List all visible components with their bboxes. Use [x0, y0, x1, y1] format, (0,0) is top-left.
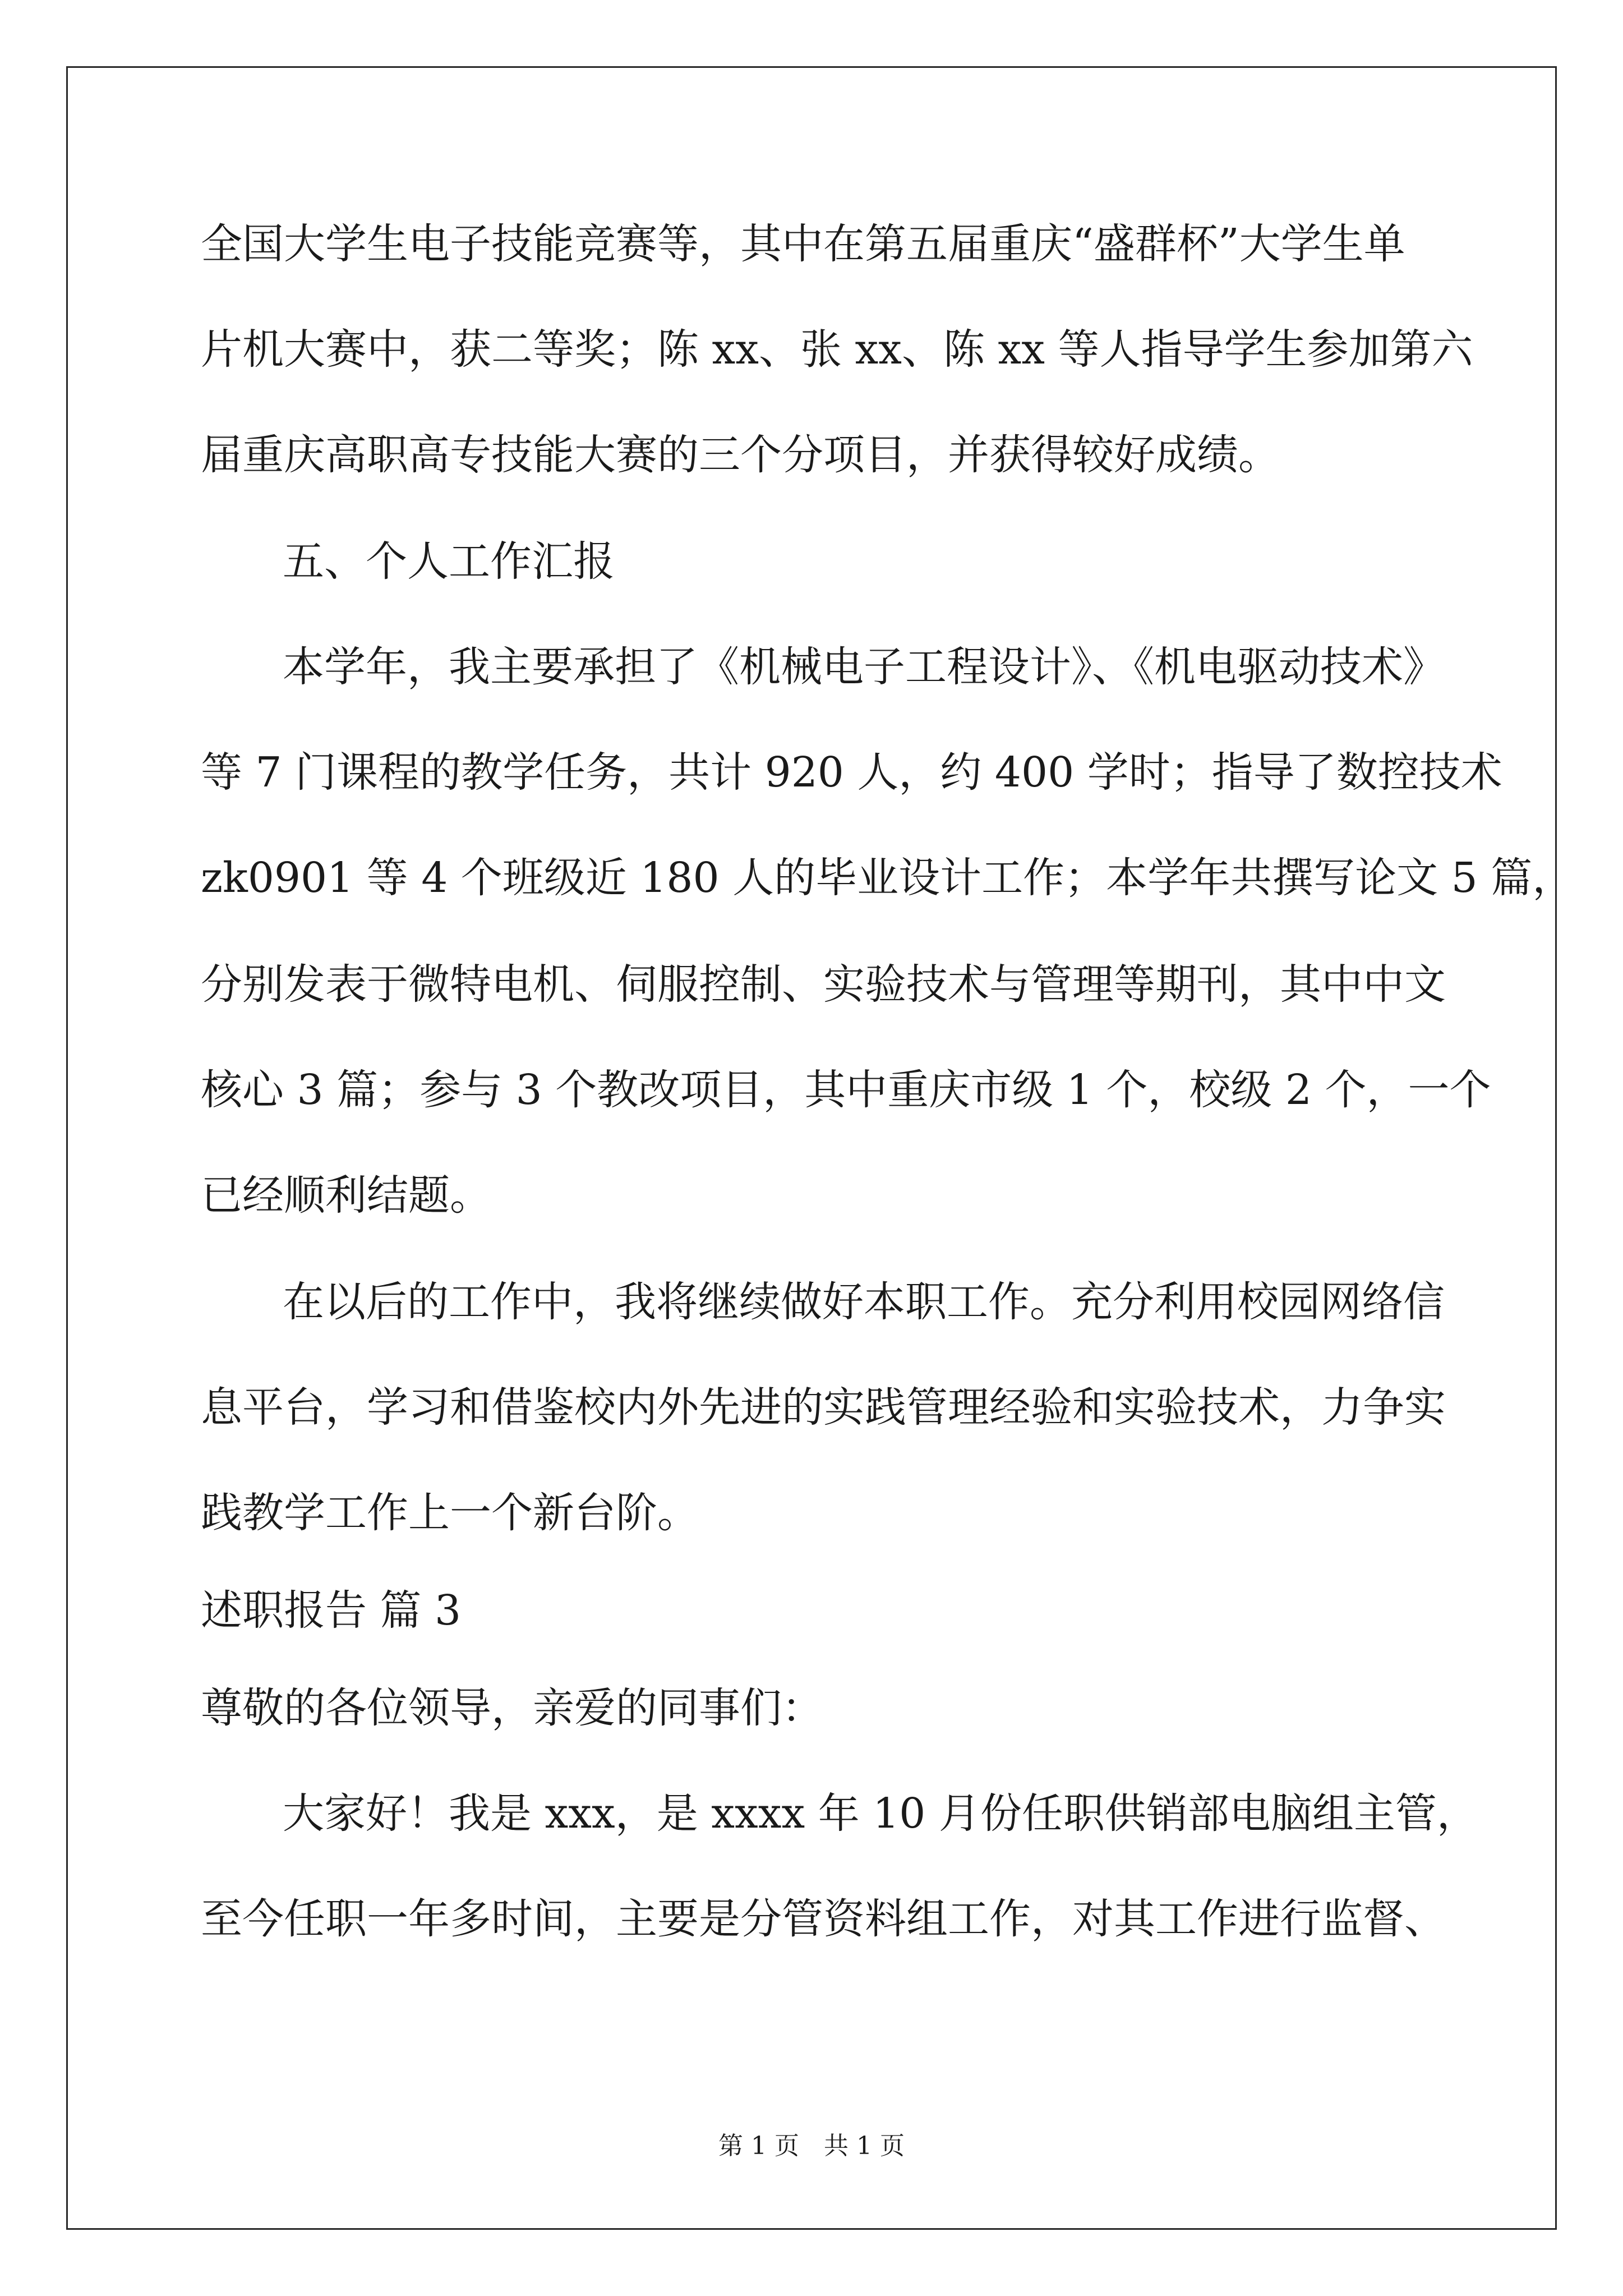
text-line: 全国大学生电子技能竞赛等，其中在第五届重庆“盛群杯”大学生单 [201, 220, 1405, 268]
text-line: 分别发表于微特电机、伺服控制、实验技术与管理等期刊，其中中文 [201, 960, 1446, 1009]
text-line: 大家好！我是 xxx，是 xxxx 年 10 月份任职供销部电脑组主管， [283, 1789, 1478, 1838]
text-line: 届重庆高职高专技能大赛的三个分项目，并获得较好成绩。 [201, 431, 1280, 479]
section-heading: 五、个人工作汇报 [283, 537, 615, 586]
text-line: 至今任职一年多时间，主要是分管资料组工作，对其工作进行监督、 [201, 1895, 1446, 1943]
text-line: 本学年，我主要承担了《机械电子工程设计》、《机电驱动技术》 [283, 643, 1445, 691]
page-footer: 第 1 页 共 1 页 [718, 2132, 905, 2160]
text-line: 践教学工作上一个新台阶。 [201, 1489, 699, 1537]
text-line: 在以后的工作中，我将继续做好本职工作。充分利用校园网络信 [283, 1278, 1445, 1326]
report-title: 述职报告 篇 3 [201, 1586, 462, 1635]
text-line: 片机大赛中，获二等奖；陈 xx、张 xx、陈 xx 等人指导学生参加第六 [201, 325, 1473, 374]
salutation: 尊敬的各位领导，亲爱的同事们： [201, 1684, 823, 1732]
text-line: zk0901 等 4 个班级近 180 人的毕业设计工作；本学年共撰写论文 5 篇， [201, 854, 1574, 902]
text-line: 等 7 门课程的教学任务，共计 920 人，约 400 学时；指导了数控技术 [201, 748, 1502, 797]
text-line: 息平台，学习和借鉴校内外先进的实践管理经验和实验技术，力争实 [201, 1383, 1446, 1432]
text-line: 已经顺利结题。 [201, 1171, 491, 1220]
text-line: 核心 3 篇；参与 3 个教改项目，其中重庆市级 1 个，校级 2 个，一个 [201, 1066, 1491, 1114]
